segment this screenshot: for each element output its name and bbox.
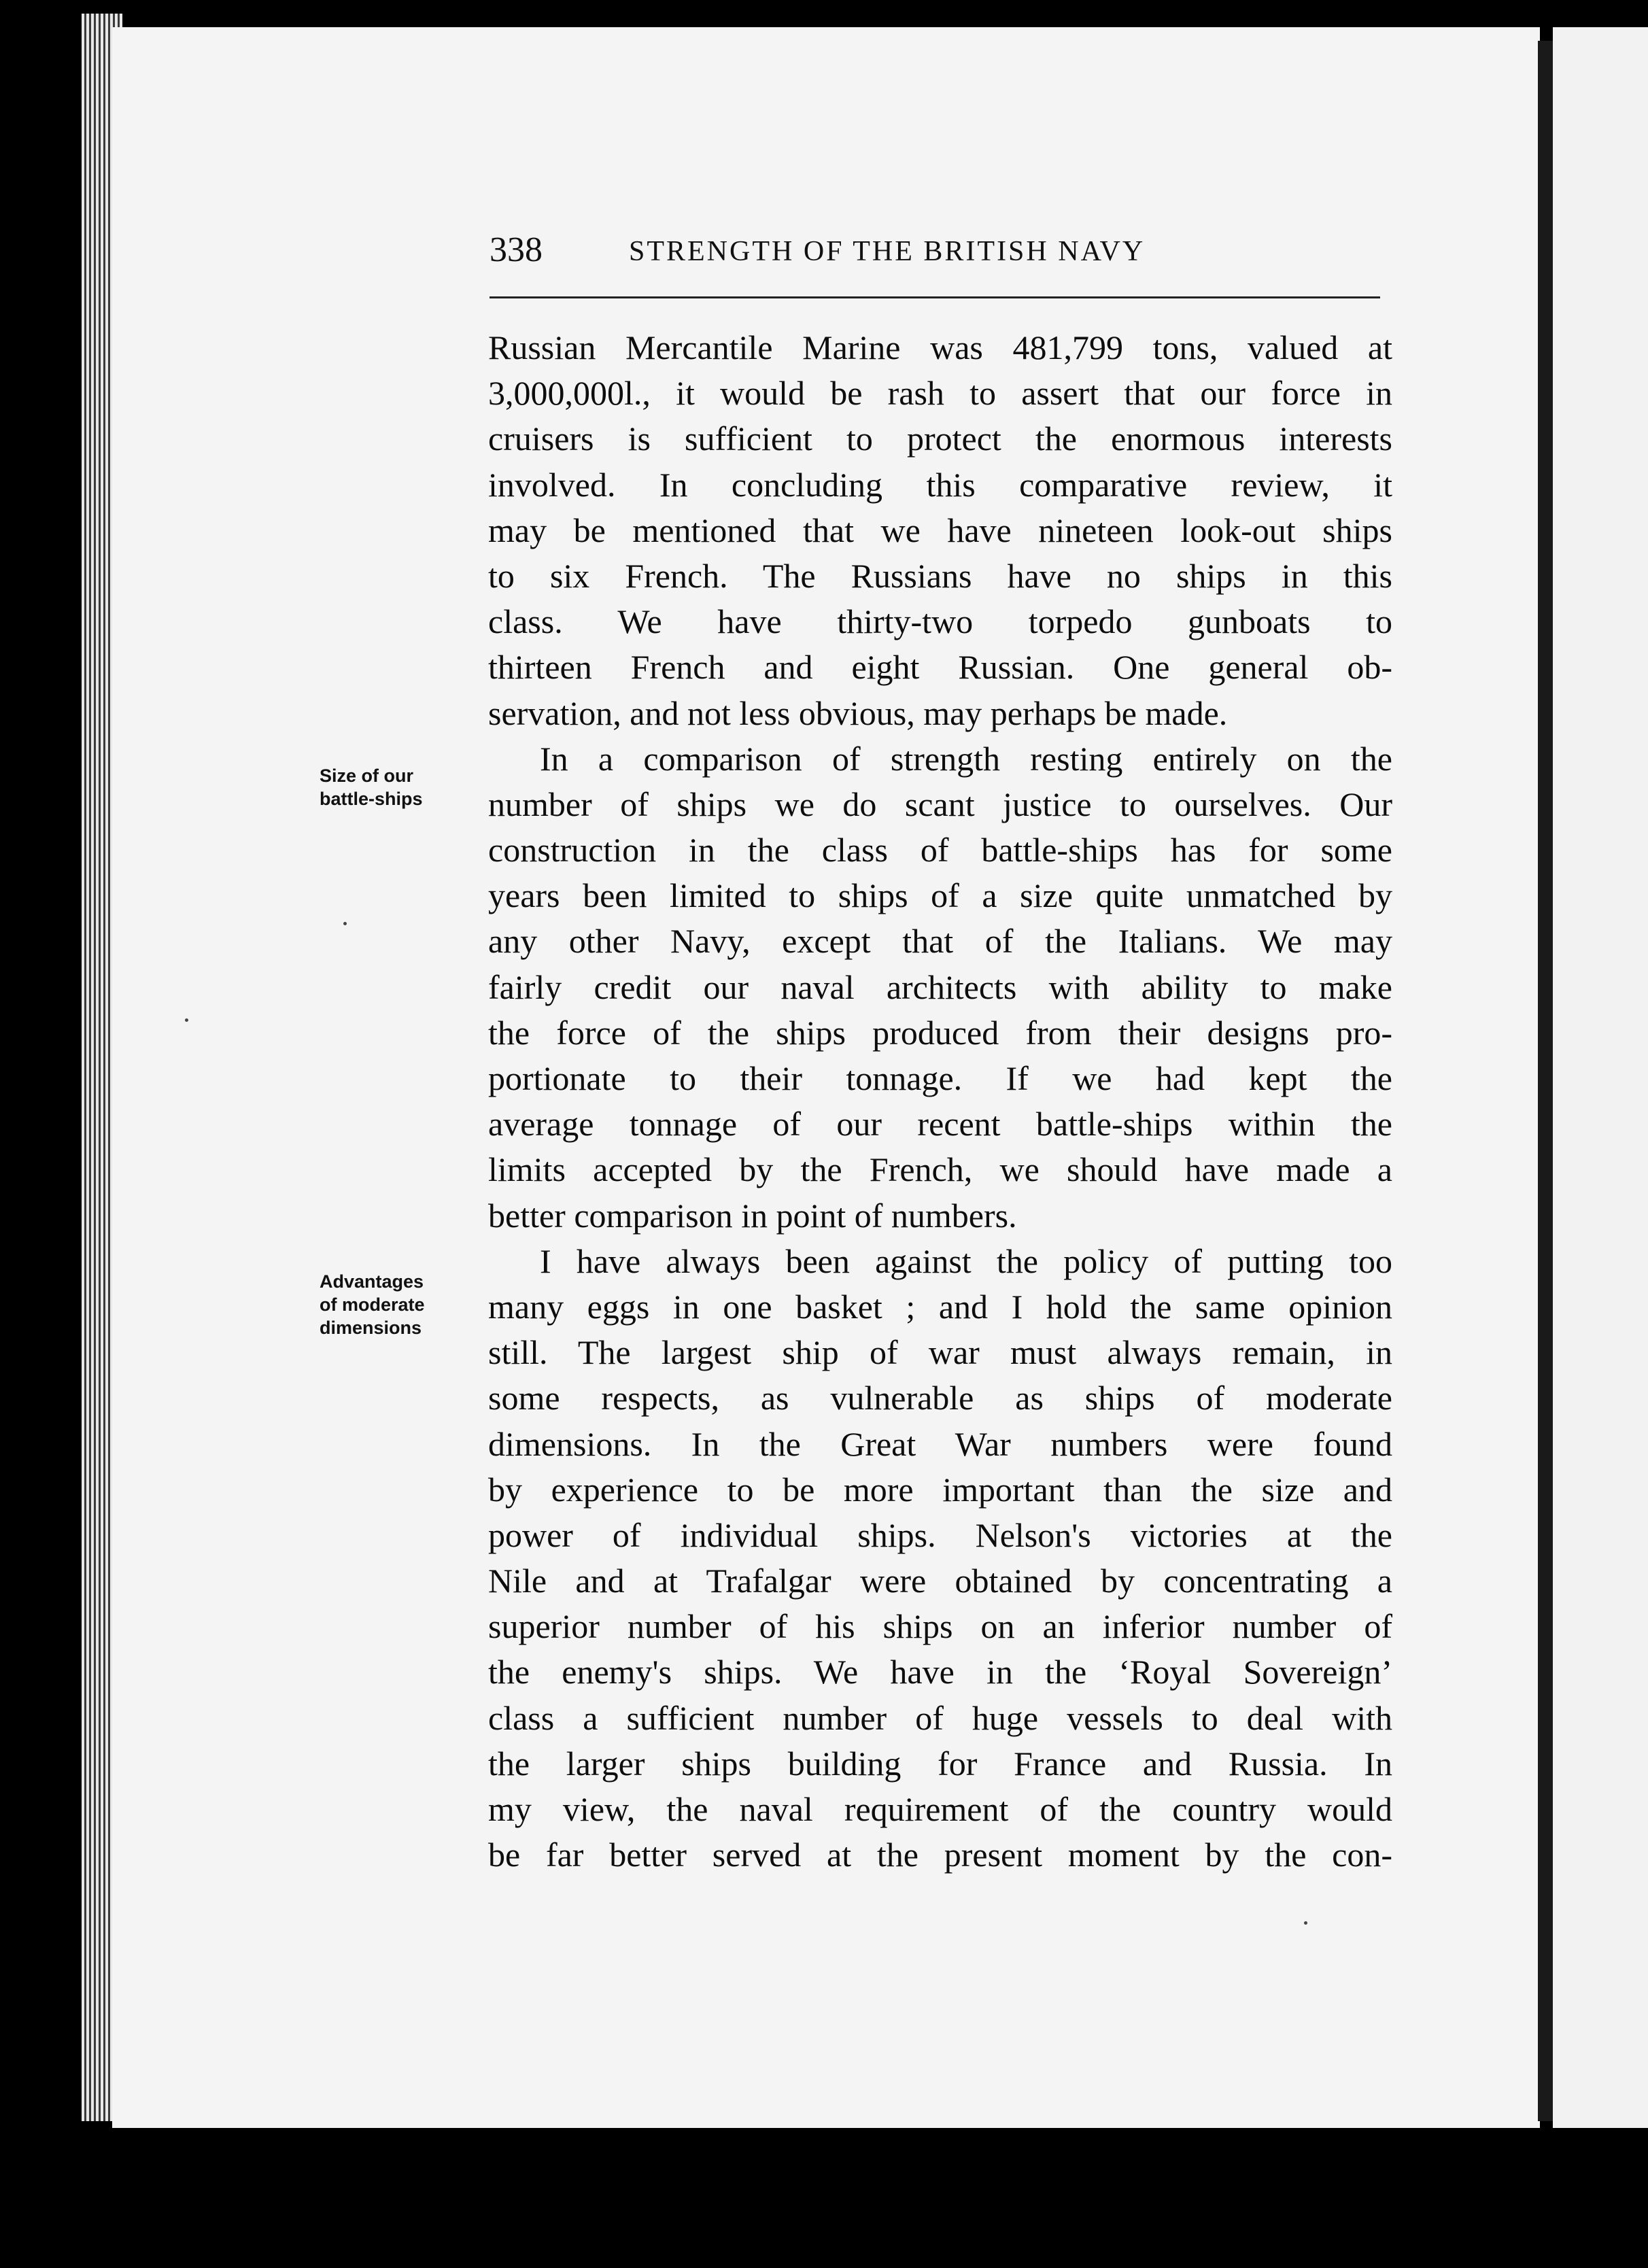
text-line: class. We have thirty-two torpedo gunboats to	[488, 602, 1392, 641]
text-line: cruisers is sufficient to protect the enormous interests	[488, 419, 1392, 458]
text-line: the force of the ships produced from their designs pro-	[488, 1013, 1392, 1052]
text-line: my view, the naval requirement of the country would	[488, 1790, 1392, 1828]
binding-gutter	[1538, 41, 1553, 2121]
sidenote-line: Advantages	[320, 1271, 424, 1292]
text-line: I have always been against the policy of putting too	[540, 1241, 1392, 1280]
text-line: Nile and at Trafalgar were obtained by concentrating a	[488, 1562, 1392, 1600]
body-text	[488, 325, 1392, 1878]
sidenote-line: battle-ships	[320, 789, 423, 809]
text-line: many eggs in one basket ; and I hold the same opinion	[488, 1287, 1392, 1326]
sidenote-line: Size of our	[320, 766, 414, 786]
print-speck	[185, 1018, 188, 1022]
text-line: portionate to their tonnage. If we had kept the	[488, 1059, 1392, 1097]
text-line: superior number of his ships on an inferior number of	[488, 1607, 1392, 1646]
text-line: thirteen French and eight Russian. One general ob-	[488, 648, 1392, 687]
print-speck	[1304, 1921, 1307, 1925]
text-line: power of individual ships. Nelson's victories at the	[488, 1515, 1392, 1554]
sidenote-advantages-moderate-dimensions	[320, 1270, 469, 1339]
page-number: 338	[490, 230, 543, 269]
text-line: average tonnage of our recent battle-ships within the	[488, 1105, 1392, 1144]
text-line: by experience to be more important than the size and	[488, 1470, 1392, 1509]
sidenote-line: of moderate	[320, 1294, 425, 1315]
header-rule	[490, 296, 1380, 298]
text-line: servation, and not less obvious, may perhaps be made.	[488, 693, 1228, 732]
print-speck	[343, 922, 347, 925]
text-line: any other Navy, except that of the Italians. We may	[488, 922, 1392, 961]
text-line: involved. In concluding this comparative review, it	[488, 465, 1392, 504]
text-line: the enemy's ships. We have in the ‘Royal Sovereign’	[488, 1653, 1392, 1691]
text-line: better comparison in point of numbers.	[488, 1196, 1017, 1235]
text-line: be far better served at the present moment by the con-	[488, 1836, 1392, 1874]
text-line: Russian Mercantile Marine was 481,799 tons, valued at	[488, 328, 1392, 366]
text-line: may be mentioned that we have nineteen look-out ships	[488, 511, 1392, 549]
facing-page-edge	[1553, 27, 1648, 2128]
text-line: still. The largest ship of war must always remain, in	[488, 1333, 1392, 1372]
text-line: construction in the class of battle-ships has for some	[488, 831, 1392, 870]
text-line: 3,000,000l., it would be rash to assert that our force in	[488, 374, 1392, 413]
text-line: dimensions. In the Great War numbers were found	[488, 1424, 1392, 1463]
sidenote-size-of-battle-ships	[320, 764, 469, 810]
text-line: the larger ships building for France and Russia. In	[488, 1744, 1392, 1783]
running-head	[490, 230, 1387, 291]
text-line: In a comparison of strength resting entirely on the	[540, 739, 1392, 778]
text-line: fairly credit our naval architects with ability to make	[488, 967, 1392, 1006]
text-line: number of ships we do scant justice to ourselves. Our	[488, 785, 1392, 823]
text-line: class a sufficient number of huge vessels to deal with	[488, 1698, 1392, 1737]
text-line: years been limited to ships of a size quite unmatched by	[488, 876, 1392, 915]
text-line: some respects, as vulnerable as ships of moderate	[488, 1379, 1392, 1418]
sidenote-line: dimensions	[320, 1318, 422, 1338]
text-line: limits accepted by the French, we should have made a	[488, 1150, 1392, 1189]
text-line: to six French. The Russians have no ships in this	[488, 556, 1392, 595]
running-title: STRENGTH OF THE BRITISH NAVY	[629, 236, 1146, 267]
